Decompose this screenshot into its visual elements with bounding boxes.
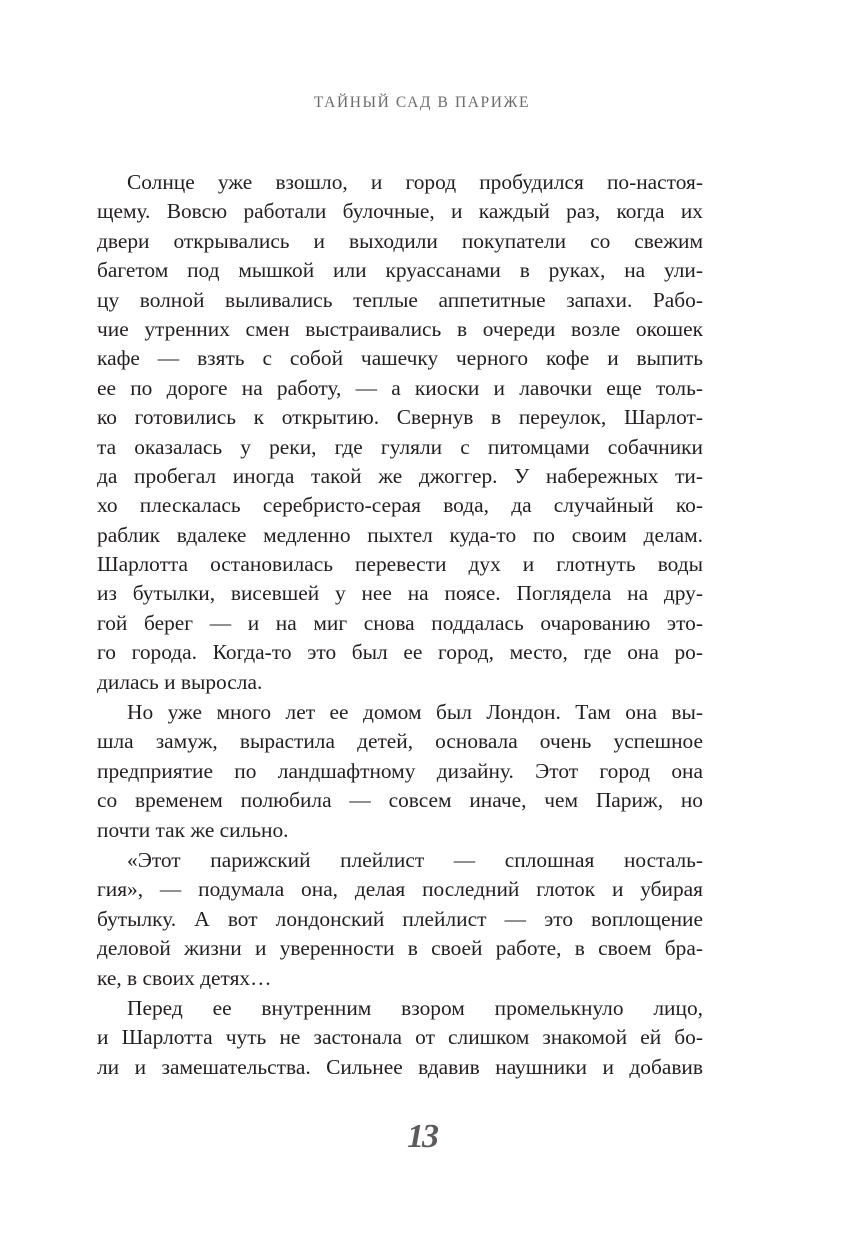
text-line: Шарлотта остановилась перевести дух и глотнуть воды	[97, 552, 703, 577]
text-line: кафе — взять с собой чашечку черного кофе и выпить	[97, 346, 703, 371]
text-line: щему. Вовсю работали булочные, и каждый раз, когда их	[97, 199, 703, 224]
text-line: шла замуж, вырастила детей, основала очень успешное	[97, 729, 703, 754]
text-line: со временем полюбила — совсем иначе, чем Париж, но	[97, 788, 703, 813]
text-line: раблик вдалеке медленно пыхтел куда-то по своим делам.	[97, 522, 703, 547]
text-line: цу волной выливались теплые аппетитные запахи. Рабо-	[97, 287, 703, 312]
text-line: бутылку. А вот лондонский плейлист — это воплощение	[97, 906, 703, 931]
text-line: и Шарлотта чуть не застонала от слишком знакомой ей бо-	[97, 1025, 703, 1050]
text-line: деловой жизни и уверенности в своей работе, в своем бра-	[97, 936, 703, 961]
running-header: ТАЙНЫЙ САД В ПАРИЖЕ	[313, 94, 531, 111]
text-line: та оказалась у реки, где гуляли с питомцами собачники	[97, 434, 703, 459]
page-number: 13	[407, 1118, 437, 1155]
text-line: Перед ее внутренним взором промелькнуло лицо,	[127, 995, 703, 1020]
text-line: двери открывались и выходили покупатели со свежим	[97, 228, 703, 253]
text-line: Но уже много лет ее домом был Лондон. Там она вы-	[127, 700, 703, 725]
text-line: гой берег — и на миг снова поддалась очарованию это-	[97, 610, 703, 635]
text-line: да пробегал иногда такой же джоггер. У набережных ти-	[97, 463, 703, 488]
text-line: Солнце уже взошло, и город пробудился по-настоя-	[127, 170, 703, 194]
text-line: дилась и выросла.	[97, 669, 263, 694]
text-line: ее по дороге на работу, — а киоски и лавочки еще толь-	[97, 375, 703, 400]
text-line: почти так же сильно.	[97, 817, 289, 842]
text-line: чие утренних смен выстраивались в очереди возле окошек	[97, 316, 703, 341]
paragraph	[97, 168, 703, 697]
text-line: багетом под мышкой или круассанами в руках, на ули-	[97, 258, 703, 283]
text-line: го города. Когда-то это был ее город, место, где она ро-	[97, 640, 703, 665]
text-line: предприятие по ландшафтному дизайну. Этот город она	[97, 758, 703, 783]
text-line: ке, в своих детях…	[97, 965, 272, 990]
text-line: ли и замешательства. Сильнее вдавив наушники и добавив	[97, 1054, 703, 1079]
paragraph	[97, 846, 703, 993]
paragraph	[97, 994, 703, 1082]
paragraph	[97, 698, 703, 845]
text-line: хо плескалась серебристо-серая вода, да случайный ко-	[97, 493, 703, 518]
text-line: «Этот парижский плейлист — сплошная носталь-	[127, 847, 703, 872]
text-line: из бутылки, висевшей у нее на поясе. Поглядела на дру-	[97, 581, 703, 606]
body-text	[97, 168, 703, 1082]
text-line: гия», — подумала она, делая последний глоток и убирая	[97, 877, 703, 902]
text-line: ко готовились к открытию. Свернув в переулок, Шарлот-	[97, 405, 703, 430]
